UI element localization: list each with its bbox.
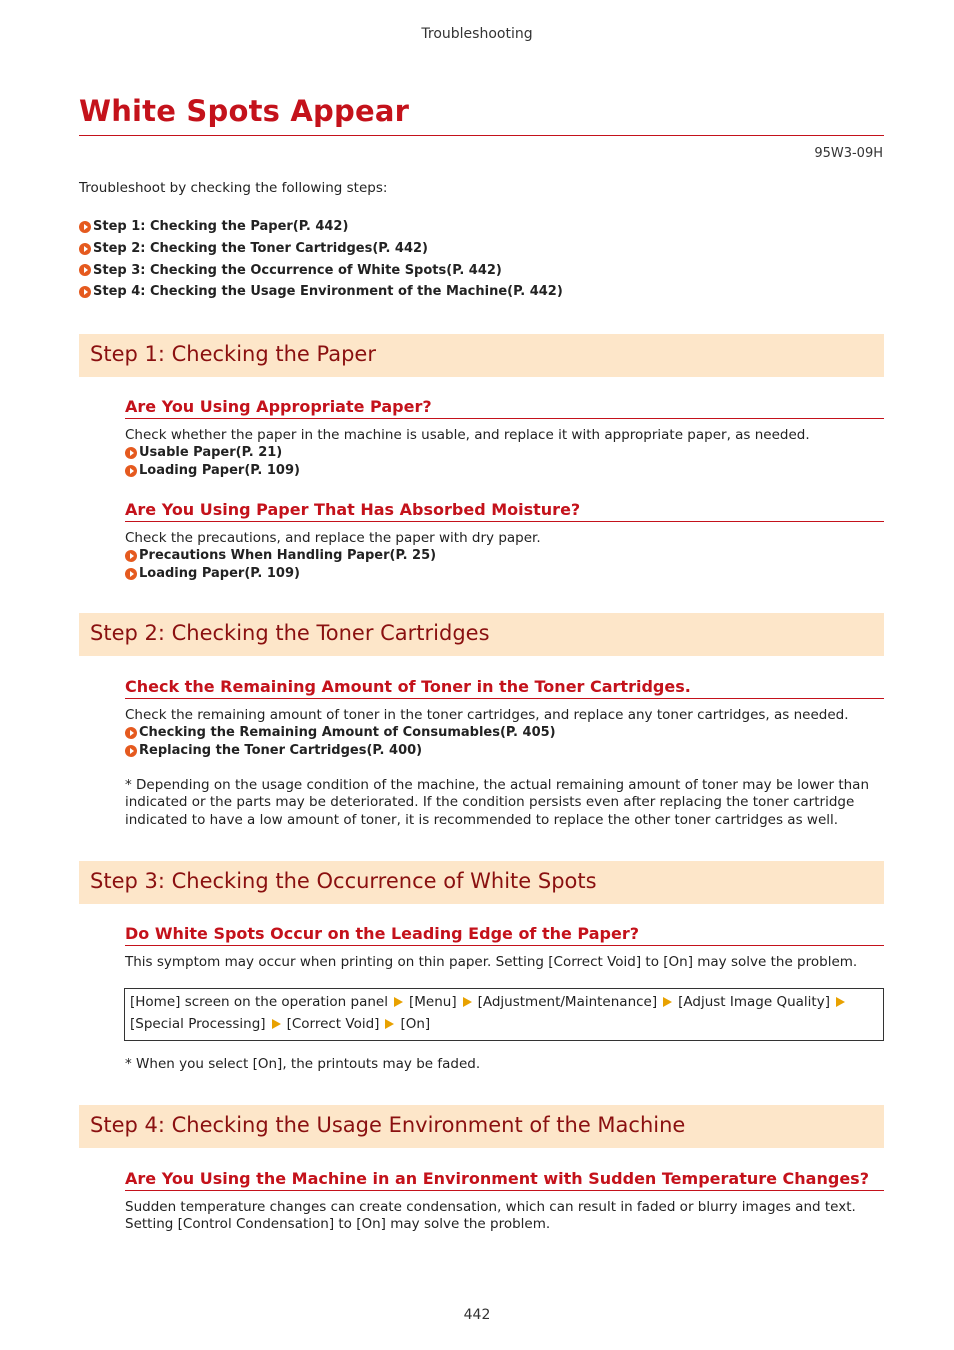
document-id: 95W3-09H: [814, 146, 883, 161]
subheading-temperature-changes: Are You Using the Machine in an Environment with Sudden Temperature Changes?: [125, 1169, 884, 1191]
step3-q1-body: This symptom may occur when printing on thin paper. Setting [Correct Void] to [On] may solve the problem.: [125, 954, 858, 970]
subheading-remaining-toner: Check the Remaining Amount of Toner in the Toner Cartridges.: [125, 677, 884, 699]
toc-link-step3[interactable]: Step 3: Checking the Occurrence of White Spots(P. 442): [79, 259, 563, 281]
section-heading-step4: Step 4: Checking the Usage Environment of the Machine: [79, 1105, 884, 1148]
link-replacing-toner[interactable]: Replacing the Toner Cartridges(P. 400): [125, 742, 884, 760]
arrow-circle-icon: [125, 447, 137, 459]
subheading-appropriate-paper: Are You Using Appropriate Paper?: [125, 397, 884, 419]
arrow-right-icon: [394, 997, 403, 1007]
arrow-circle-icon: [125, 568, 137, 580]
step2-q1-body: [125, 707, 884, 759]
arrow-circle-icon: [79, 264, 91, 276]
arrow-circle-icon: [79, 286, 91, 298]
toc-link-step4[interactable]: Step 4: Checking the Usage Environment of the Machine(P. 442): [79, 281, 563, 303]
link-loading-paper-2[interactable]: Loading Paper(P. 109): [125, 565, 884, 583]
toner-note: * Depending on the usage condition of the machine, the actual remaining amount of toner may be lower than indicated or the parts may be deteriorated. If the condition persists even after replacing the toner cartridge indicated to have a low amount of toner, it is recommended to replace the other toner cartridges as well.: [125, 777, 869, 828]
arrow-right-icon: [663, 997, 672, 1007]
arrow-right-icon: [463, 997, 472, 1007]
running-header: Troubleshooting: [421, 26, 533, 42]
toc-link-step1[interactable]: Step 1: Checking the Paper(P. 442): [79, 216, 563, 238]
arrow-circle-icon: [125, 465, 137, 477]
toc-link-step2[interactable]: Step 2: Checking the Toner Cartridges(P. 442): [79, 238, 563, 260]
body-text: Check the remaining amount of toner in the toner cartridges, and replace any toner cartridges, as needed.: [125, 707, 849, 723]
arrow-circle-icon: [125, 550, 137, 562]
step1-q2-body: [125, 530, 884, 582]
title-divider: [79, 135, 884, 136]
step4-q1-body: Sudden temperature changes can create condensation, which can result in faded or blurry images and text. Setting [Control Condensation] to [On] may solve the problem.: [125, 1199, 856, 1233]
arrow-right-icon: [272, 1019, 281, 1029]
body-text: Check the precautions, and replace the paper with dry paper.: [125, 530, 541, 546]
subheading-moisture-paper: Are You Using Paper That Has Absorbed Moisture?: [125, 500, 884, 522]
arrow-circle-icon: [125, 745, 137, 757]
intro-text: Troubleshoot by checking the following steps:: [79, 180, 388, 196]
link-usable-paper[interactable]: Usable Paper(P. 21): [125, 444, 884, 462]
body-text: Check whether the paper in the machine is usable, and replace it with appropriate paper, as needed.: [125, 427, 810, 443]
page-title: White Spots Appear: [79, 94, 410, 128]
arrow-circle-icon: [79, 243, 91, 255]
link-remaining-consumables[interactable]: Checking the Remaining Amount of Consumables(P. 405): [125, 724, 884, 742]
subheading-leading-edge: Do White Spots Occur on the Leading Edge of the Paper?: [125, 924, 884, 946]
procedure-box: [124, 988, 884, 1041]
section-heading-step3: Step 3: Checking the Occurrence of White Spots: [79, 861, 884, 904]
arrow-right-icon: [836, 997, 845, 1007]
arrow-right-icon: [385, 1019, 394, 1029]
link-precautions-paper[interactable]: Precautions When Handling Paper(P. 25): [125, 547, 884, 565]
step1-q1-body: [125, 427, 884, 479]
section-heading-step1: Step 1: Checking the Paper: [79, 334, 884, 377]
table-of-contents: [79, 216, 563, 303]
link-loading-paper[interactable]: Loading Paper(P. 109): [125, 462, 884, 480]
select-on-note: * When you select [On], the printouts may be faded.: [125, 1056, 481, 1072]
procedure-line-2: [Special Processing] [Correct Void] [On]: [130, 1016, 431, 1032]
section-heading-step2: Step 2: Checking the Toner Cartridges: [79, 613, 884, 656]
arrow-circle-icon: [79, 221, 91, 233]
page-number: 442: [463, 1307, 491, 1323]
arrow-circle-icon: [125, 727, 137, 739]
procedure-line-1: [Home] screen on the operation panel [Menu] [Adjustment/Maintenance] [Adjust Image Quality]: [130, 994, 851, 1010]
